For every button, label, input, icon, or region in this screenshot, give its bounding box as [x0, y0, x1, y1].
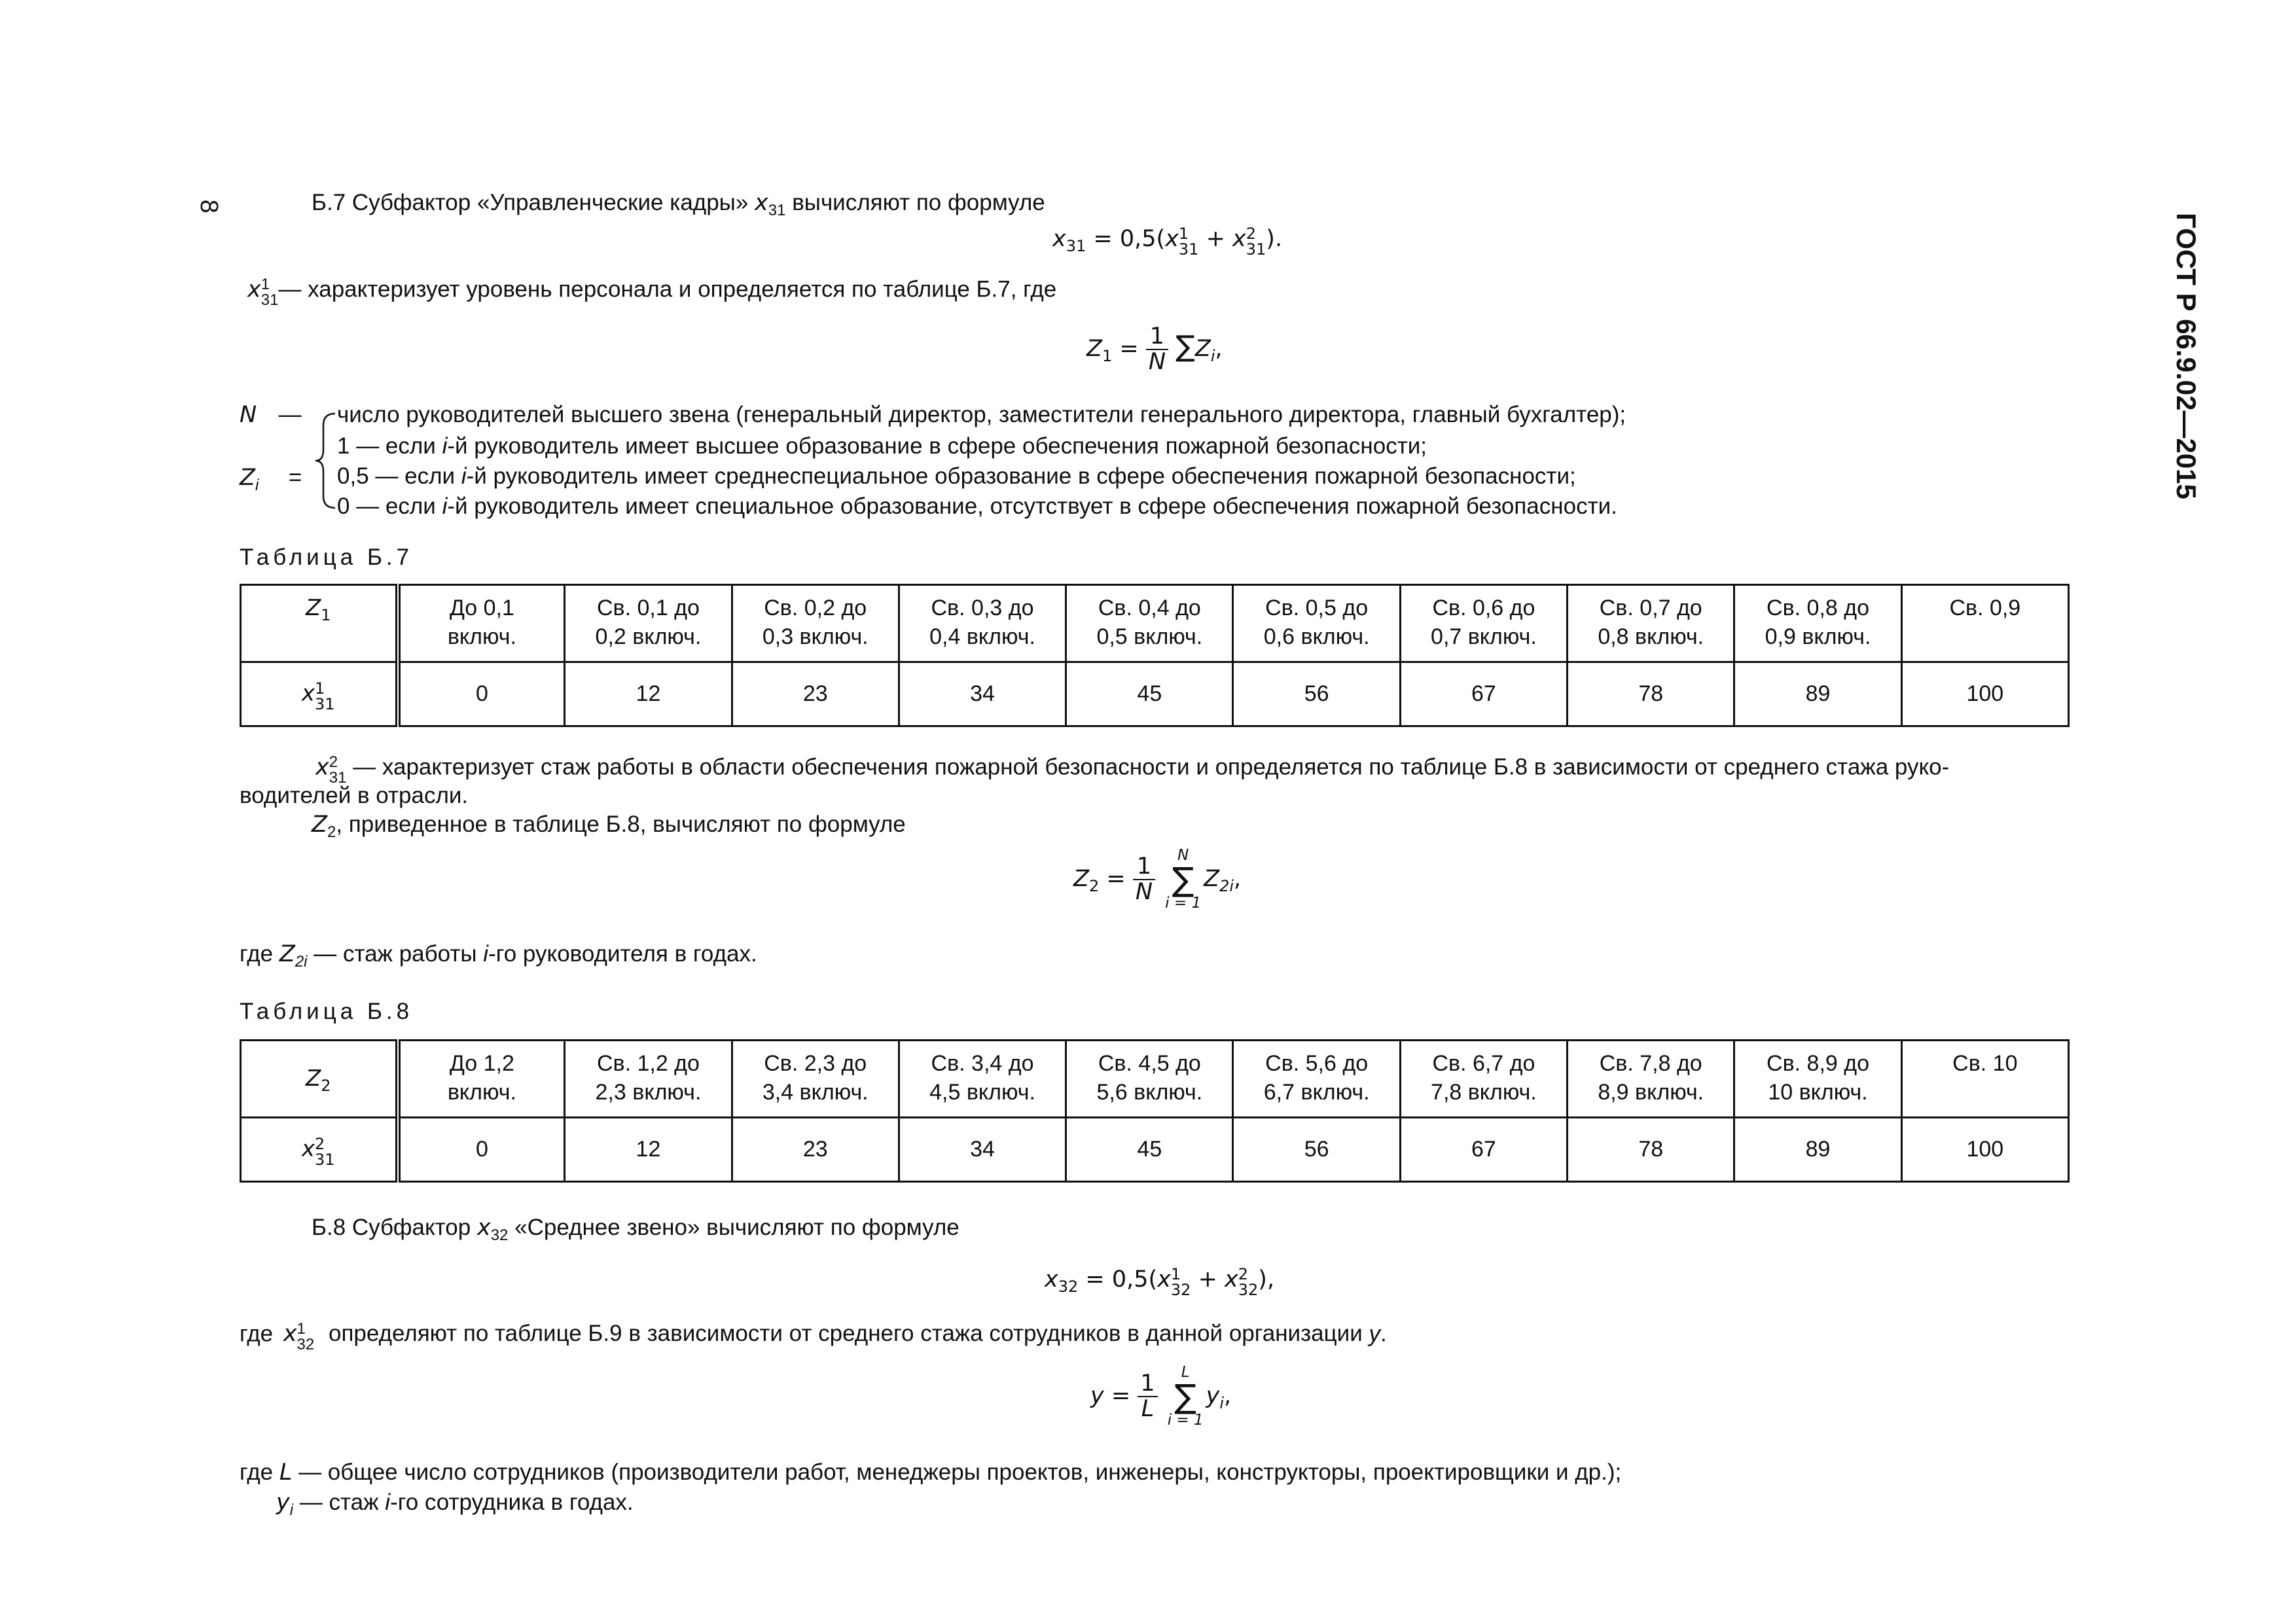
table-b8-value-row — [241, 1118, 2069, 1182]
table-b7-value-cell: 100 — [1901, 662, 2068, 726]
table-b7 — [240, 584, 2070, 727]
zi-case-2: 0,5 — если i-й руководитель имеет среднеспециальное образование в сфере обеспечения пожарной безопасности; — [337, 463, 1576, 489]
table-b8-header-cell: Св. 5,6 до 6,7 включ. — [1233, 1041, 1400, 1118]
z2i-description: где $Z_{2i}$ — стаж работы i-го руководителя в годах. — [240, 941, 757, 971]
table-b8-header-cell: Св. 8,9 до 10 включ. — [1734, 1041, 1901, 1118]
zi-case-1: 1 — если i-й руководитель имеет высшее образование в сфере обеспечения пожарной безопасности; — [337, 433, 1427, 459]
table-b8-header-cell: Св. 3,4 до 4,5 включ. — [899, 1041, 1066, 1118]
table-b7-x31-1-label: x 1 31 — [241, 662, 398, 726]
table-b7-header-cell: Св. 0,9 — [1901, 585, 2068, 662]
table-b8-header-cell: Св. 1,2 до 2,3 включ. — [565, 1041, 732, 1118]
table-b8-value-cell: 23 — [732, 1118, 899, 1182]
table-b8-value-cell: 34 — [899, 1118, 1066, 1182]
table-b7-header-cell: До 0,1 включ. — [398, 585, 565, 662]
table-b8-value-cell: 100 — [1901, 1118, 2068, 1182]
b8-intro: Б.8 Субфактор $x_{32}$ «Среднее звено» вычисляют по формуле — [312, 1215, 960, 1244]
table-b8-value-cell: 67 — [1400, 1118, 1567, 1182]
table-b7-value-cell: 89 — [1734, 662, 1901, 726]
formula-x31: $x_{31} = 0,5(x$ 1 31 + x 2 31 ). — [1052, 224, 1283, 259]
table-b8-header-cell: Св. 10 — [1901, 1041, 2068, 1118]
yi-description: $y_i$ — стаж i-го сотрудника в годах. — [276, 1489, 634, 1519]
n-description-text: число руководителей высшего звена (генеральный директор, заместители генерального директора, главный бухгалтер); — [337, 402, 1626, 427]
table-b7-z1-label: $Z_1$ — [241, 585, 398, 662]
table-b7-header-cell: Св. 0,7 до 0,8 включ. — [1568, 585, 1734, 662]
zi-label: $Z_i$ = — [240, 465, 302, 494]
zi-case-3: 0 — если i-й руководитель имеет специальное образование, отсутствует в сфере обеспечения пожарной безопасности. — [337, 493, 1617, 519]
table-b8-value-cell: 45 — [1066, 1118, 1233, 1182]
table-b7-value-cell: 56 — [1233, 662, 1400, 726]
table-b7-value-row — [241, 662, 2069, 726]
x31-1-description: x 1 31 — характеризует уровень персонала и определяется по таблице Б.7, где — [247, 276, 1057, 309]
table-b7-caption: Таблица Б.7 — [240, 544, 414, 570]
table-b7-header-cell: Св. 0,1 до 0,2 включ. — [565, 585, 732, 662]
table-b7-value-cell: 0 — [398, 662, 565, 726]
table-b7-value-cell: 45 — [1066, 662, 1233, 726]
formula-x32: $x_{32} = 0,5(x$ 1 32 + x 2 32 ), — [1045, 1265, 1275, 1299]
table-b8-header-cell: До 1,2 включ. — [398, 1041, 565, 1118]
formula-z1: $Z_1$ = $\frac{1}{N}$ $\sum Z_i$, — [1086, 323, 1223, 375]
table-b7-header-row — [241, 585, 2069, 662]
table-b8-header-cell: Св. 7,8 до 8,9 включ. — [1568, 1041, 1734, 1118]
table-b7-header-cell: Св. 0,2 до 0,3 включ. — [732, 585, 899, 662]
n-description: N — — [240, 402, 302, 428]
table-b8-value-cell: 78 — [1568, 1118, 1734, 1182]
x31-2-description: x 2 31 — характеризует стаж работы в области обеспечения пожарной безопасности и определяется по таблице Б.8 в зависимости от среднего стажа руко- — [315, 753, 1950, 787]
table-b7-value-cell: 67 — [1400, 662, 1567, 726]
standard-code: ГОСТ Р 66.9.02—2015 — [2171, 213, 2202, 499]
table-b7-header-cell: Св. 0,6 до 0,7 включ. — [1400, 585, 1567, 662]
table-b7-header-cell: Св. 0,8 до 0,9 включ. — [1734, 585, 1901, 662]
table-b8 — [240, 1039, 2070, 1183]
table-b7-header-cell: Св. 0,4 до 0,5 включ. — [1066, 585, 1233, 662]
table-b8-header-cell: Св. 4,5 до 5,6 включ. — [1066, 1041, 1233, 1118]
table-b7-value-cell: 78 — [1568, 662, 1734, 726]
formula-y: y = $\frac{1}{L}$ L ∑ i = 1 $y_i$, — [1090, 1364, 1232, 1429]
table-b7-header-cell: Св. 0,3 до 0,4 включ. — [899, 585, 1066, 662]
zi-brace — [314, 411, 338, 510]
page-number: 8 — [195, 199, 223, 214]
x32-1-description: где x 1 32 определяют по таблице Б.9 в зависимости от среднего стажа сотрудников в данной организации y. — [240, 1320, 1387, 1353]
x31-2-description-cont: водителей в отрасли. — [240, 783, 469, 808]
table-b8-x31-2-label: x 2 31 — [241, 1118, 398, 1182]
table-b8-header-cell: Св. 2,3 до 3,4 включ. — [732, 1041, 899, 1118]
table-b7-value-cell: 12 — [565, 662, 732, 726]
formula-z2: $Z_2$ = $\frac{1}{N}$ N ∑ i = 1 $Z_{2i}$, — [1073, 847, 1242, 912]
table-b8-z2-label: $Z_2$ — [241, 1041, 398, 1118]
l-description: где L — общее число сотрудников (производители работ, менеджеры проектов, инженеры, конструкторы, проектировщики и др.); — [240, 1459, 1622, 1486]
table-b7-header-cell: Св. 0,5 до 0,6 включ. — [1233, 585, 1400, 662]
table-b8-value-cell: 12 — [565, 1118, 732, 1182]
table-b8-header-cell: Св. 6,7 до 7,8 включ. — [1400, 1041, 1567, 1118]
table-b8-value-cell: 56 — [1233, 1118, 1400, 1182]
b7-intro: Б.7 Субфактор «Управленческие кадры» $x_{31}$ вычисляют по формуле — [312, 190, 1045, 219]
table-b8-value-cell: 89 — [1734, 1118, 1901, 1182]
table-b8-header-row — [241, 1041, 2069, 1118]
table-b8-caption: Таблица Б.8 — [240, 999, 414, 1024]
z2-intro: $Z_2$, приведенное в таблице Б.8, вычисляют по формуле — [312, 812, 906, 841]
table-b7-value-cell: 23 — [732, 662, 899, 726]
table-b7-value-cell: 34 — [899, 662, 1066, 726]
table-b8-value-cell: 0 — [398, 1118, 565, 1182]
